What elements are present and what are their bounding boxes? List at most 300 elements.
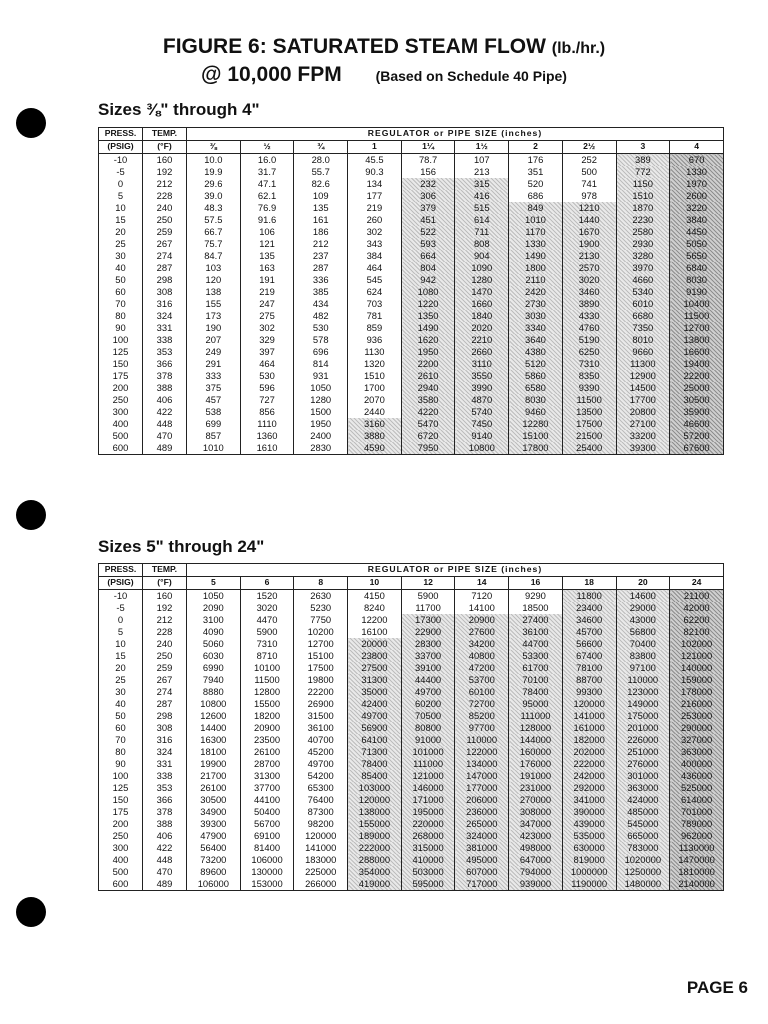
pressure-cell: 20 — [99, 662, 143, 674]
pressure-cell: 30 — [99, 250, 143, 262]
flow-cell: 3970 — [616, 262, 670, 274]
flow-cell: 80800 — [401, 722, 455, 734]
flow-cell: 47.1 — [240, 178, 294, 190]
pressure-cell: 50 — [99, 274, 143, 286]
flow-cell: 2580 — [616, 226, 670, 238]
flow-cell: 31300 — [348, 674, 402, 686]
pressure-cell: 40 — [99, 262, 143, 274]
flow-cell: 12800 — [240, 686, 294, 698]
temperature-cell: 448 — [143, 418, 187, 430]
press-header: PRESS. — [99, 128, 143, 141]
flow-cell: 1660 — [455, 298, 509, 310]
flow-cell: 121 — [240, 238, 294, 250]
flow-cell: 128000 — [509, 722, 563, 734]
flow-cell: 29000 — [616, 602, 670, 614]
size-column-header: 6 — [240, 577, 294, 590]
flow-cell: 84.7 — [187, 250, 241, 262]
temperature-cell: 250 — [143, 650, 187, 662]
flow-cell: 419000 — [348, 878, 402, 891]
flow-cell: 20900 — [240, 722, 294, 734]
flow-cell: 28300 — [401, 638, 455, 650]
flow-cell: 1020000 — [616, 854, 670, 866]
flow-cell: 42000 — [670, 602, 724, 614]
flow-cell: 1610 — [240, 442, 294, 455]
temperature-cell: 298 — [143, 274, 187, 286]
flow-cell: 3840 — [670, 214, 724, 226]
flow-cell: 43000 — [616, 614, 670, 626]
flow-cell: 596 — [240, 382, 294, 394]
flow-cell: 6250 — [562, 346, 616, 358]
flow-cell: 39.0 — [187, 190, 241, 202]
flow-cell: 222000 — [562, 758, 616, 770]
flow-cell: 1170 — [509, 226, 563, 238]
flow-cell: 525000 — [670, 782, 724, 794]
flow-cell: 155000 — [348, 818, 402, 830]
flow-cell: 3580 — [401, 394, 455, 406]
flow-cell: 2230 — [616, 214, 670, 226]
flow-cell: 1280 — [294, 394, 348, 406]
flow-cell: 10100 — [240, 662, 294, 674]
table-row — [99, 154, 724, 167]
temperature-cell: 287 — [143, 262, 187, 274]
table-row — [99, 602, 724, 614]
flow-cell: 1210 — [562, 202, 616, 214]
pressure-cell: 175 — [99, 806, 143, 818]
pressure-cell: -10 — [99, 154, 143, 167]
flow-cell: 1360 — [240, 430, 294, 442]
flow-cell: 457 — [187, 394, 241, 406]
flow-cell: 936 — [348, 334, 402, 346]
temperature-cell: 366 — [143, 794, 187, 806]
pressure-cell: 100 — [99, 770, 143, 782]
pressure-cell: 125 — [99, 782, 143, 794]
pressure-cell: 70 — [99, 298, 143, 310]
flow-cell: 160000 — [509, 746, 563, 758]
table-row — [99, 202, 724, 214]
size-column-header: 1¼ — [401, 141, 455, 154]
temp-header: TEMP. — [143, 128, 187, 141]
pressure-cell: 60 — [99, 722, 143, 734]
flow-cell: 434 — [294, 298, 348, 310]
flow-cell: 904 — [455, 250, 509, 262]
flow-cell: 8030 — [509, 394, 563, 406]
flow-cell: 819000 — [562, 854, 616, 866]
flow-cell: 859 — [348, 322, 402, 334]
table-row — [99, 226, 724, 238]
flow-cell: 500 — [562, 166, 616, 178]
table-row — [99, 406, 724, 418]
flow-cell: 1840 — [455, 310, 509, 322]
flow-cell: 336 — [294, 274, 348, 286]
flow-cell: 219 — [348, 202, 402, 214]
flow-cell: 110000 — [455, 734, 509, 746]
flow-cell: 62.1 — [240, 190, 294, 202]
flow-cell: 4450 — [670, 226, 724, 238]
flow-cell: 47200 — [455, 662, 509, 674]
flow-cell: 15100 — [509, 430, 563, 442]
flow-cell: 1670 — [562, 226, 616, 238]
size-column-header: 8 — [294, 577, 348, 590]
flow-cell: 171000 — [401, 794, 455, 806]
temperature-cell: 366 — [143, 358, 187, 370]
flow-cell: 23800 — [348, 650, 402, 662]
pressure-cell: 250 — [99, 394, 143, 406]
flow-cell: 3100 — [187, 614, 241, 626]
size-column-header: 20 — [616, 577, 670, 590]
flow-cell: 76400 — [294, 794, 348, 806]
flow-cell: 182000 — [562, 734, 616, 746]
flow-cell: 4330 — [562, 310, 616, 322]
flow-cell: 727 — [240, 394, 294, 406]
flow-cell: 4150 — [348, 590, 402, 603]
flow-cell: 343 — [348, 238, 402, 250]
temperature-cell: 308 — [143, 286, 187, 298]
pressure-cell: 400 — [99, 418, 143, 430]
flow-cell: 20800 — [616, 406, 670, 418]
table-row — [99, 614, 724, 626]
flow-cell: 22900 — [401, 626, 455, 638]
flow-cell: 16100 — [348, 626, 402, 638]
pressure-cell: 300 — [99, 406, 143, 418]
temperature-cell: 267 — [143, 674, 187, 686]
flow-cell: 17500 — [294, 662, 348, 674]
flow-cell: 141000 — [294, 842, 348, 854]
pressure-cell: 60 — [99, 286, 143, 298]
flow-cell: 9660 — [616, 346, 670, 358]
table-row — [99, 178, 724, 190]
flow-cell: 64100 — [348, 734, 402, 746]
flow-cell: 17700 — [616, 394, 670, 406]
flow-cell: 647000 — [509, 854, 563, 866]
temperature-cell: 287 — [143, 698, 187, 710]
flow-cell: 67400 — [562, 650, 616, 662]
flow-cell: 1520 — [240, 590, 294, 603]
flow-cell: 2090 — [187, 602, 241, 614]
flow-cell: 48.3 — [187, 202, 241, 214]
flow-cell: 268000 — [401, 830, 455, 842]
flow-cell: 49700 — [294, 758, 348, 770]
flow-cell: 3220 — [670, 202, 724, 214]
size-column-header: 12 — [401, 577, 455, 590]
flow-cell: 39100 — [401, 662, 455, 674]
temperature-cell: 378 — [143, 370, 187, 382]
flow-cell: 308000 — [509, 806, 563, 818]
flow-cell: 327000 — [670, 734, 724, 746]
flow-cell: 1470000 — [670, 854, 724, 866]
flow-cell: 410000 — [401, 854, 455, 866]
flow-cell: 5050 — [670, 238, 724, 250]
temperature-cell: 274 — [143, 686, 187, 698]
temperature-cell: 406 — [143, 830, 187, 842]
size-column-header: 14 — [455, 577, 509, 590]
flow-cell: 226000 — [616, 734, 670, 746]
flow-cell: 3460 — [562, 286, 616, 298]
flow-cell: 207 — [187, 334, 241, 346]
flow-cell: 70100 — [509, 674, 563, 686]
flow-cell: 530 — [294, 322, 348, 334]
pressure-cell: 250 — [99, 830, 143, 842]
flow-cell: 3880 — [348, 430, 402, 442]
flow-cell: 82.6 — [294, 178, 348, 190]
figure-title-units: (lb./hr.) — [551, 40, 606, 57]
flow-cell: 5060 — [187, 638, 241, 650]
flow-cell: 56800 — [616, 626, 670, 638]
flow-cell: 11800 — [562, 590, 616, 603]
flow-cell: 35000 — [348, 686, 402, 698]
flow-cell: 202000 — [562, 746, 616, 758]
size-column-header: 1½ — [455, 141, 509, 154]
flow-cell: 9290 — [509, 590, 563, 603]
flow-cell: 88700 — [562, 674, 616, 686]
temperature-cell: 338 — [143, 334, 187, 346]
temperature-cell: 160 — [143, 590, 187, 603]
table-row — [99, 322, 724, 334]
flow-cell: 2020 — [455, 322, 509, 334]
pressure-cell: 10 — [99, 638, 143, 650]
pressure-cell: 600 — [99, 878, 143, 891]
flow-cell: 252 — [562, 154, 616, 167]
flow-cell: 1000000 — [562, 866, 616, 878]
temperature-cell: 192 — [143, 166, 187, 178]
flow-cell: 177000 — [455, 782, 509, 794]
flow-cell: 535000 — [562, 830, 616, 842]
flow-cell: 530 — [240, 370, 294, 382]
flow-cell: 27500 — [348, 662, 402, 674]
flow-cell: 247 — [240, 298, 294, 310]
flow-cell: 53700 — [455, 674, 509, 686]
flow-cell: 49700 — [348, 710, 402, 722]
flow-cell: 30500 — [187, 794, 241, 806]
pressure-cell: 0 — [99, 614, 143, 626]
flow-cell: 1250000 — [616, 866, 670, 878]
flow-cell: 15500 — [240, 698, 294, 710]
flow-cell: 213 — [455, 166, 509, 178]
pressure-cell: 600 — [99, 442, 143, 455]
flow-cell: 62200 — [670, 614, 724, 626]
flow-cell: 814 — [294, 358, 348, 370]
flow-cell: 65300 — [294, 782, 348, 794]
size-column-header: ¾ — [294, 141, 348, 154]
flow-cell: 4470 — [240, 614, 294, 626]
flow-cell: 12900 — [616, 370, 670, 382]
flow-cell: 15100 — [294, 650, 348, 662]
flow-cell: 3990 — [455, 382, 509, 394]
flow-cell: 1620 — [401, 334, 455, 346]
flow-cell: 66.7 — [187, 226, 241, 238]
flow-cell: 522 — [401, 226, 455, 238]
temperature-cell: 250 — [143, 214, 187, 226]
flow-cell: 354000 — [348, 866, 402, 878]
flow-cell: 1130 — [348, 346, 402, 358]
flow-cell: 2070 — [348, 394, 402, 406]
temperature-cell: 353 — [143, 782, 187, 794]
flow-cell: 9140 — [455, 430, 509, 442]
psig-header: (PSIG) — [99, 577, 143, 590]
flow-cell: 1130000 — [670, 842, 724, 854]
pressure-cell: 70 — [99, 734, 143, 746]
flow-cell: 31500 — [294, 710, 348, 722]
flow-cell: 163 — [240, 262, 294, 274]
temperature-cell: 470 — [143, 866, 187, 878]
size-column-header: 18 — [562, 577, 616, 590]
flow-cell: 253000 — [670, 710, 724, 722]
flow-cell: 242000 — [562, 770, 616, 782]
table-row — [99, 866, 724, 878]
flow-cell: 39300 — [187, 818, 241, 830]
flow-cell: 175000 — [616, 710, 670, 722]
temperature-cell: 489 — [143, 878, 187, 891]
flow-cell: 25000 — [670, 382, 724, 394]
flow-cell: 10200 — [294, 626, 348, 638]
flow-cell: 857 — [187, 430, 241, 442]
flow-cell: 122000 — [455, 746, 509, 758]
temperature-cell: 338 — [143, 770, 187, 782]
flow-cell: 20900 — [455, 614, 509, 626]
flow-cell: 189000 — [348, 830, 402, 842]
pressure-cell: 10 — [99, 202, 143, 214]
flow-cell: 849 — [509, 202, 563, 214]
size-column-header: 2½ — [562, 141, 616, 154]
flow-cell: 363000 — [616, 782, 670, 794]
flow-cell: 82100 — [670, 626, 724, 638]
flow-cell: 11500 — [670, 310, 724, 322]
flow-cell: 1870 — [616, 202, 670, 214]
flow-cell: 237 — [294, 250, 348, 262]
regulator-size-header: REGULATOR or PIPE SIZE (inches) — [187, 564, 724, 577]
flow-cell: 161000 — [562, 722, 616, 734]
pressure-cell: 125 — [99, 346, 143, 358]
flow-cell: 155 — [187, 298, 241, 310]
flow-cell: 276000 — [616, 758, 670, 770]
flow-cell: 270000 — [509, 794, 563, 806]
pressure-cell: 5 — [99, 190, 143, 202]
flow-cell: 78400 — [348, 758, 402, 770]
temperature-cell: 489 — [143, 442, 187, 455]
flow-cell: 789000 — [670, 818, 724, 830]
flow-cell: 3280 — [616, 250, 670, 262]
flow-cell: 120000 — [562, 698, 616, 710]
table-row — [99, 698, 724, 710]
pressure-cell: 200 — [99, 818, 143, 830]
table-row — [99, 214, 724, 226]
flow-cell: 16600 — [670, 346, 724, 358]
flow-cell: 159000 — [670, 674, 724, 686]
flow-cell: 2210 — [455, 334, 509, 346]
flow-cell: 1280 — [455, 274, 509, 286]
flow-cell: 190 — [187, 322, 241, 334]
flow-cell: 4220 — [401, 406, 455, 418]
pressure-cell: 175 — [99, 370, 143, 382]
flow-cell: 106 — [240, 226, 294, 238]
table-row — [99, 310, 724, 322]
flow-cell: 106000 — [187, 878, 241, 891]
flow-cell: 1050 — [187, 590, 241, 603]
flow-cell: 95000 — [509, 698, 563, 710]
flow-cell: 26900 — [294, 698, 348, 710]
pressure-cell: 50 — [99, 710, 143, 722]
table-row — [99, 782, 724, 794]
flow-cell: 5190 — [562, 334, 616, 346]
flow-cell: 2610 — [401, 370, 455, 382]
temperature-cell: 298 — [143, 710, 187, 722]
flow-cell: 232 — [401, 178, 455, 190]
flow-cell: 10800 — [187, 698, 241, 710]
flow-cell: 931 — [294, 370, 348, 382]
binder-hole — [16, 897, 46, 927]
flow-cell: 381000 — [455, 842, 509, 854]
flow-cell: 186 — [294, 226, 348, 238]
table-row — [99, 842, 724, 854]
flow-cell: 56700 — [240, 818, 294, 830]
flow-cell: 225000 — [294, 866, 348, 878]
size-column-header: ⅜ — [187, 141, 241, 154]
temperature-cell: 240 — [143, 202, 187, 214]
flow-cell: 42400 — [348, 698, 402, 710]
temperature-cell: 353 — [143, 346, 187, 358]
flow-cell: 3020 — [240, 602, 294, 614]
flow-cell: 19900 — [187, 758, 241, 770]
flow-cell: 1330 — [509, 238, 563, 250]
flow-cell: 379 — [401, 202, 455, 214]
page-number: PAGE 6 — [686, 978, 748, 997]
flow-cell: 664 — [401, 250, 455, 262]
table-row — [99, 746, 724, 758]
flow-cell: 140000 — [670, 662, 724, 674]
flow-cell: 31.7 — [240, 166, 294, 178]
flow-cell: 12600 — [187, 710, 241, 722]
flow-cell: 18500 — [509, 602, 563, 614]
flow-cell: 397 — [240, 346, 294, 358]
flow-cell: 50400 — [240, 806, 294, 818]
flow-cell: 670 — [670, 154, 724, 167]
flow-cell: 236000 — [455, 806, 509, 818]
flow-cell: 9190 — [670, 286, 724, 298]
flow-cell: 134000 — [455, 758, 509, 770]
table-row — [99, 830, 724, 842]
size-column-header: 24 — [670, 577, 724, 590]
flow-cell: 1700 — [348, 382, 402, 394]
flow-cell: 30500 — [670, 394, 724, 406]
flow-cell: 439000 — [562, 818, 616, 830]
temperature-cell: 406 — [143, 394, 187, 406]
flow-cell: 29.6 — [187, 178, 241, 190]
flow-cell: 341000 — [562, 794, 616, 806]
flow-cell: 856 — [240, 406, 294, 418]
table-row — [99, 250, 724, 262]
flow-cell: 1320 — [348, 358, 402, 370]
flow-cell: 939000 — [509, 878, 563, 891]
temperature-cell: 308 — [143, 722, 187, 734]
pressure-cell: -5 — [99, 166, 143, 178]
flow-cell: 3110 — [455, 358, 509, 370]
size-column-header: 1 — [348, 141, 402, 154]
flow-cell: 123000 — [616, 686, 670, 698]
flow-cell: 12280 — [509, 418, 563, 430]
flow-cell: 49700 — [401, 686, 455, 698]
flow-cell: 97100 — [616, 662, 670, 674]
section-heading-small-sizes: Sizes ⅜" through 4" — [98, 100, 260, 119]
flow-cell: 8710 — [240, 650, 294, 662]
pressure-cell: 300 — [99, 842, 143, 854]
flow-cell: 5900 — [401, 590, 455, 603]
flow-cell: 19800 — [294, 674, 348, 686]
flow-cell: 3020 — [562, 274, 616, 286]
flow-cell: 9460 — [509, 406, 563, 418]
flow-cell: 717000 — [455, 878, 509, 891]
flow-cell: 503000 — [401, 866, 455, 878]
flow-cell: 23400 — [562, 602, 616, 614]
flow-cell: 146000 — [401, 782, 455, 794]
